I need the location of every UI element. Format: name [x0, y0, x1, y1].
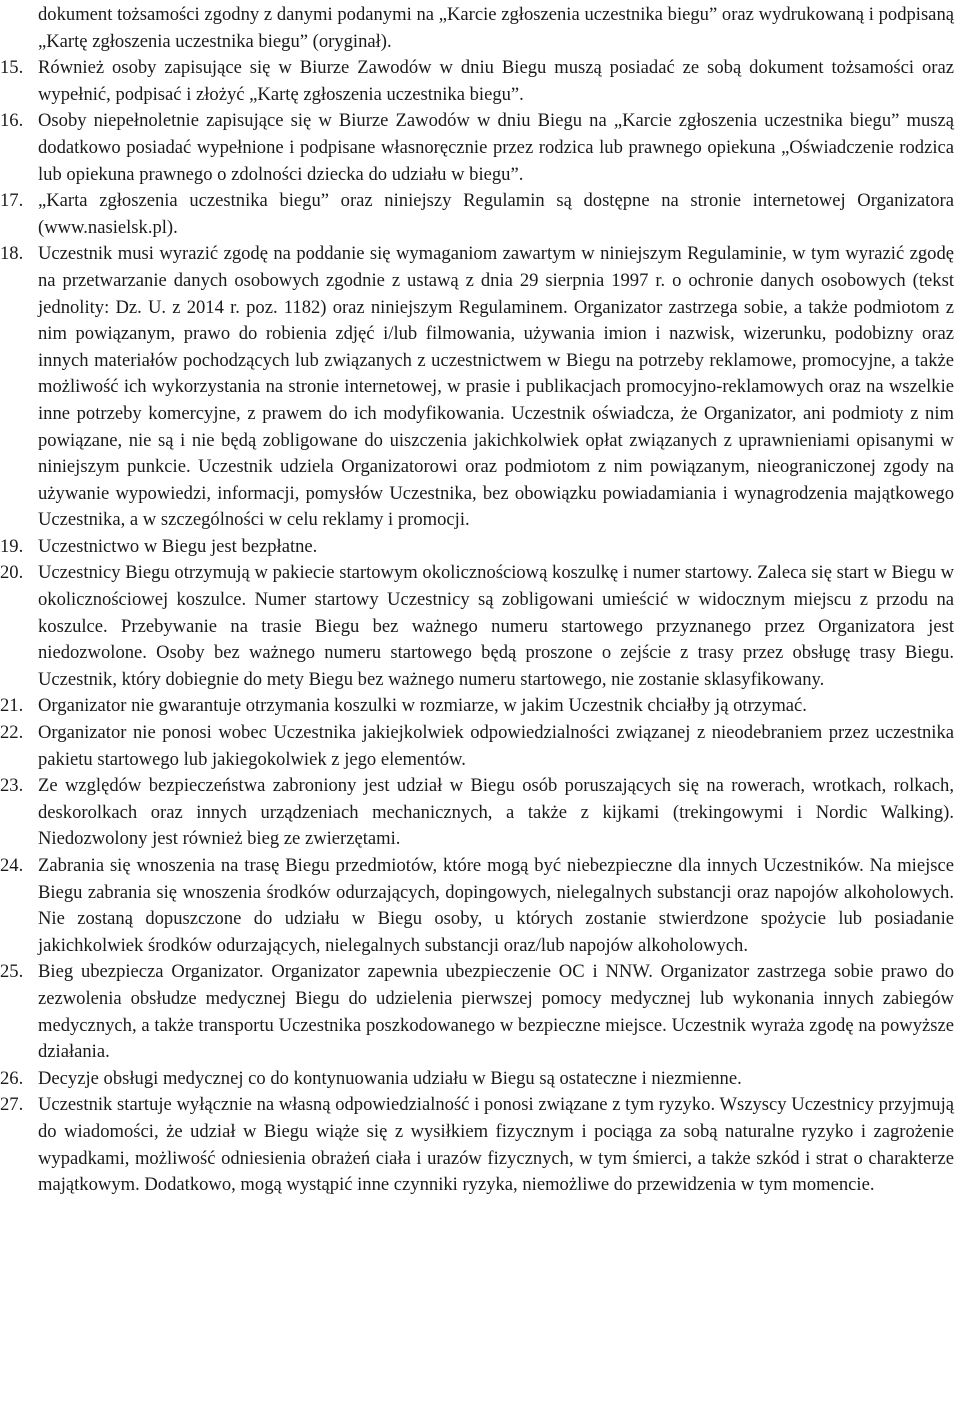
- item-text: Organizator nie gwarantuje otrzymania koszulki w rozmiarze, w jakim Uczestnik chciałby ją otrzymać.: [38, 695, 807, 717]
- regulation-item: [0, 534, 954, 561]
- item-number: 22.: [0, 722, 24, 744]
- regulation-item: [0, 773, 954, 853]
- regulation-item: [0, 693, 954, 720]
- item-text: Również osoby zapisujące się w Biurze Zawodów w dniu Biegu muszą posiadać ze sobą dokument tożsamości oraz wypełnić, podpisać i złożyć „Kartę zgłoszenia uczestnika biegu”.: [38, 57, 954, 105]
- regulation-item: [0, 959, 954, 1065]
- item-number: 27.: [0, 1094, 24, 1116]
- regulation-list: [0, 55, 954, 1199]
- item-text: „Karta zgłoszenia uczestnika biegu” oraz niniejszy Regulamin są dostępne na stronie internetowej Organizatora (www.nasielsk.pl).: [38, 190, 954, 238]
- item-text: Decyzje obsługi medycznej co do kontynuowania udziału w Biegu są ostateczne i niezmienne.: [38, 1067, 742, 1089]
- item-number: 18.: [0, 243, 24, 265]
- item-number: 25.: [0, 961, 24, 983]
- item-number: 24.: [0, 855, 24, 876]
- continuation-paragraph: dokument tożsamości zgodny z danymi podanymi na „Karcie zgłoszenia uczestnika biegu” oraz wydrukowaną i podpisaną „Kartę zgłoszenia uczestnika biegu” (oryginał).: [38, 4, 954, 52]
- regulation-item: [0, 241, 954, 534]
- regulation-item: [0, 55, 954, 108]
- regulation-item: [0, 108, 954, 188]
- regulation-item: [0, 560, 954, 693]
- item-text: Uczestnik startuje wyłącznie na własną odpowiedzialność i ponosi związane z tym ryzyko. Wszyscy Uczestnicy przyjmują do wiadomości, że udział w Biegu wiąże się z wysiłkiem fizycznym i pociąga za sobą naturalne ryzyko i zagrożenie wypadkami, możliwość odniesienia obrażeń ciała i urazów fizycznych, w tym śmierci, a także szkód i strat o charakterze majątkowym. Dodatkowo, mogą wystąpić inne czynniki ryzyka, niemożliwe do przewidzenia w tym momencie.: [38, 1094, 954, 1196]
- item-number: 15.: [0, 57, 24, 79]
- item-number: 23.: [0, 775, 24, 797]
- item-text: Ze względów bezpieczeństwa zabroniony jest udział w Biegu osób poruszających się na rowerach, wrotkach, rolkach, deskorolkach oraz innych urządzeniach mechanicznych, a także z kijkami (trekingowymi i Nordic Walking). Niedozwolony jest również bieg ze zwierzętami.: [38, 775, 954, 850]
- regulation-item: [0, 188, 954, 241]
- regulation-item: [0, 1066, 954, 1093]
- item-text: Zabrania się wnoszenia na trasę Biegu przedmiotów, które mogą być niebezpieczne dla innych Uczestników. Na miejsce Biegu zabrania się wnoszenia środków odurzających, dopingowych, nielegalnych substancji oraz napojów alkoholowych. Nie zostaną dopuszczone do udziału w Biegu osoby, u których zostanie stwierdzone spożycie lub posiadanie jakichkolwiek środków odurzających, nielegalnych substancji oraz/lub napojów alkoholowych.: [38, 855, 954, 956]
- item-text: Osoby niepełnoletnie zapisujące się w Biurze Zawodów w dniu Biegu na „Karcie zgłoszenia uczestnika biegu” muszą dodatkowo posiadać wypełnione i podpisane własnoręcznie przez rodzica lub prawnego opiekuna „Oświadczenie rodzica lub opiekuna prawnego o zdolności dziecka do udziału w biegu”.: [38, 110, 954, 185]
- regulation-item: [0, 853, 954, 959]
- item-text: Bieg ubezpiecza Organizator. Organizator zapewnia ubezpieczenie OC i NNW. Organizator zastrzega sobie prawo do zezwolenia obsłudze medycznej Biegu do udzielenia pierwszej pomocy medycznej lub wykonania innych zabiegów medycznych, a także transportu Uczestnika poszkodowanego w bezpieczne miejsce. Uczestnik wyraża zgodę na powyższe działania.: [38, 961, 954, 1063]
- item-number: 21.: [0, 695, 24, 717]
- item-text: Uczestnicy Biegu otrzymują w pakiecie startowym okolicznościową koszulkę i numer startowy. Zaleca się start w Biegu w okolicznościowej koszulce. Numer startowy Uczestnicy są zobligowani umieścić w widocznym miejscu z przodu na koszulce. Przebywanie na trasie Biegu bez ważnego numeru startowego przyznanego przez Organizatora jest niedozwolone. Osoby bez ważnego numeru startowego będą proszone o zejście z trasy przez obsługę trasy Biegu. Uczestnik, który dobiegnie do mety Biegu bez ważnego numeru startowego, nie zostanie sklasyfikowany.: [38, 562, 954, 690]
- item-text: Uczestnik musi wyrazić zgodę na poddanie się wymaganiom zawartym w niniejszym Regulaminie, w tym wyrazić zgodę na przetwarzanie danych osobowych zgodnie z ustawą z dnia 29 sierpnia 1997 r. o ochronie danych osobowych (tekst jednolity: Dz. U. z 2014 r. poz. 1182) oraz niniejszym Regulaminem. Organizator zastrzega sobie, a także podmiotom z nim powiązanym, prawo do robienia zdjęć i/lub filmowania, używania imion i nazwisk, wizerunku, podobizny oraz innych materiałów pochodzących lub związanych z uczestnictwem w Biegu na potrzeby reklamowe, promocyjne, a także możliwość ich wykorzystania na stronie internetowej, w prasie i publikacjach promocyjno-reklamowych oraz na wszelkie inne potrzeby komercyjne, z prawem do ich modyfikowania. Uczestnik oświadcza, że Organizator, ani podmioty z nim powiązane, nie są i nie będą zobligowane do uiszczenia jakichkolwiek opłat związanych z uprawnieniami opisanymi w niniejszym punkcie. Uczestnik udziela Organizatorowi oraz podmiotom z nim powiązanym, nieograniczonej zgody na używanie wypowiedzi, informacji, pomysłów Uczestnika, bez obowiązku powiadamiania i wynagrodzenia majątkowego Uczestnika, a w szczególności w celu reklamy i promocji.: [38, 243, 954, 531]
- item-number: 20.: [0, 562, 24, 584]
- regulation-item: [0, 720, 954, 773]
- item-number: 26.: [0, 1067, 24, 1089]
- item-text: Organizator nie ponosi wobec Uczestnika jakiejkolwiek odpowiedzialności związanej z nieodebraniem przez uczestnika pakietu startowego lub jakiegokolwiek z jego elementów.: [38, 722, 954, 770]
- item-number: 17.: [0, 190, 24, 212]
- item-number: 16.: [0, 110, 24, 132]
- item-number: 19.: [0, 535, 24, 557]
- regulation-item: [0, 1092, 954, 1198]
- item-text: Uczestnictwo w Biegu jest bezpłatne.: [38, 535, 318, 557]
